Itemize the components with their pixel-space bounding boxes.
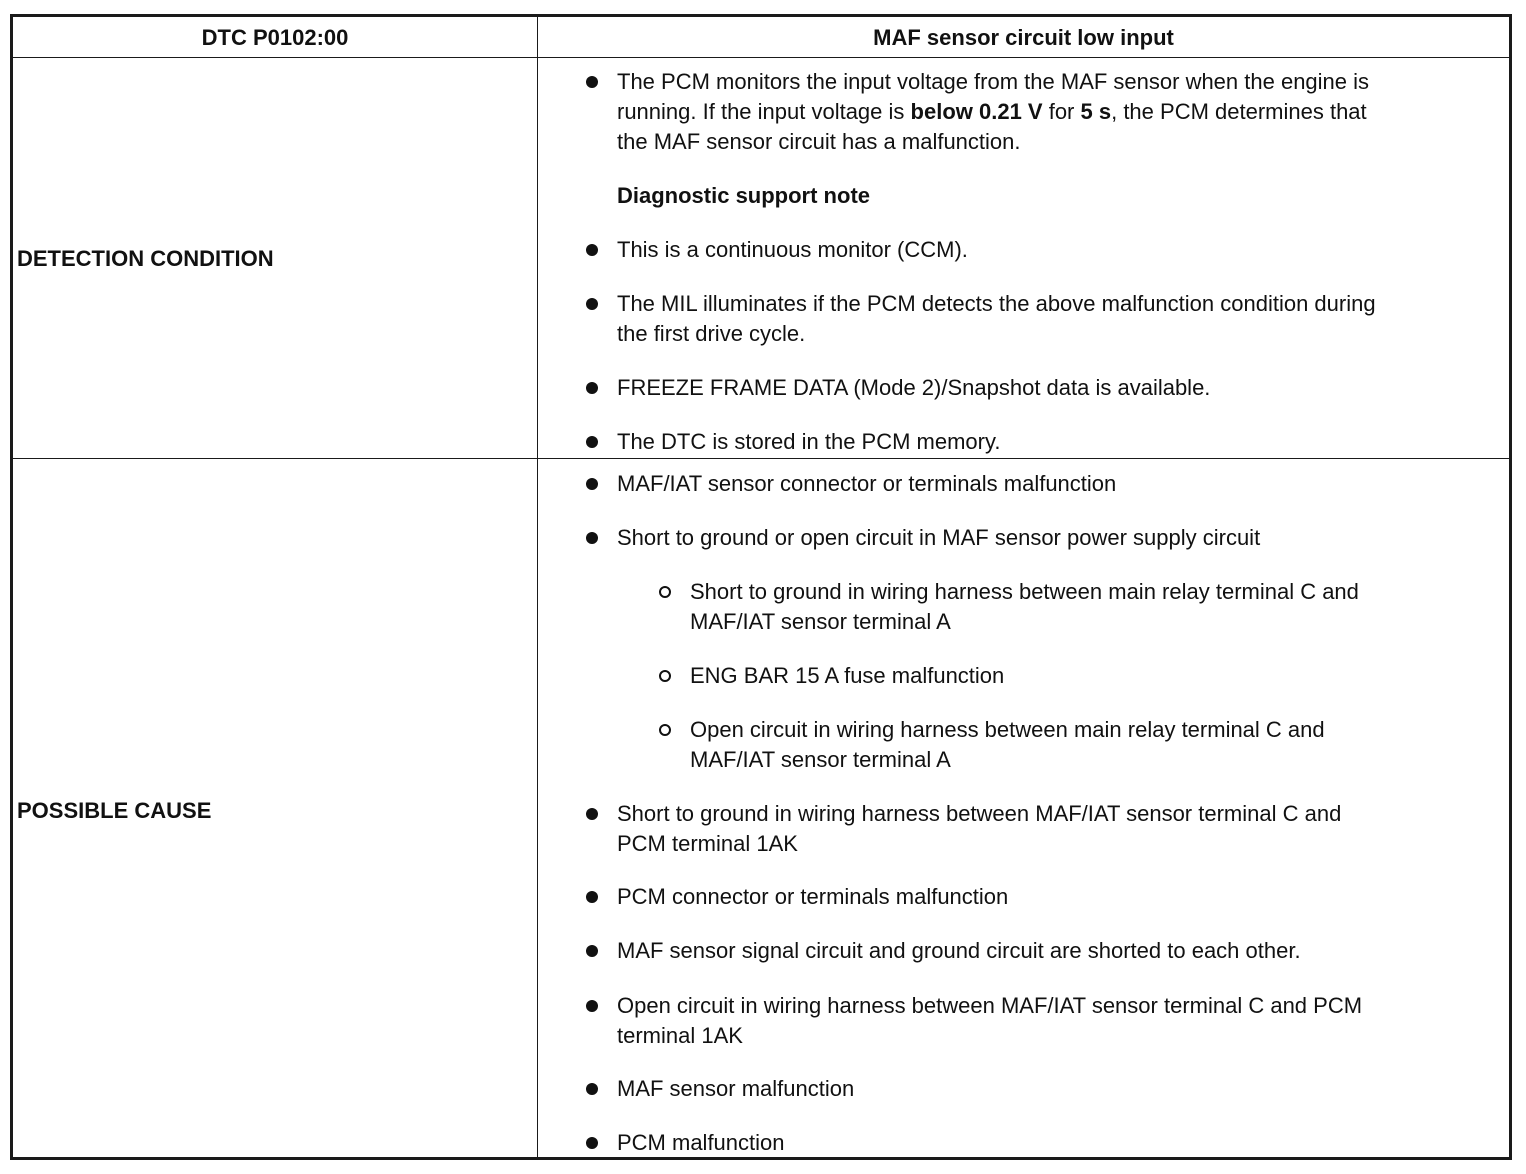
bullet-icon [586, 532, 598, 544]
cause-sub-item-2: ENG BAR 15 A fuse malfunction [690, 663, 1005, 688]
cause-sub-item-1-line-2: MAF/IAT sensor terminal A [690, 609, 951, 634]
sub-bullet-icon [659, 670, 671, 682]
detection-item-2: This is a continuous monitor (CCM). [617, 237, 968, 262]
detection-condition-label: DETECTION CONDITION [17, 246, 274, 271]
diagnostic-support-note-heading: Diagnostic support note [617, 183, 870, 208]
detection-item-4: FREEZE FRAME DATA (Mode 2)/Snapshot data is available. [617, 375, 1211, 400]
cause-item-3-line-2: PCM terminal 1AK [617, 831, 798, 856]
bullet-icon [586, 478, 598, 490]
cause-sub-item-3-line-1: Open circuit in wiring harness between main relay terminal C and [690, 717, 1325, 742]
column-divider [537, 17, 538, 1157]
bullet-icon [586, 298, 598, 310]
sub-bullet-icon [659, 586, 671, 598]
bullet-icon [586, 382, 598, 394]
cause-sub-item-3-line-2: MAF/IAT sensor terminal A [690, 747, 951, 772]
detection-item-5: The DTC is stored in the PCM memory. [617, 429, 1001, 454]
row-divider [13, 458, 1509, 459]
dtc-table [10, 14, 1512, 1160]
dtc-code-header: DTC P0102:00 [201, 25, 349, 50]
bullet-icon [586, 945, 598, 957]
bullet-icon [586, 76, 598, 88]
cause-item-2: Short to ground or open circuit in MAF sensor power supply circuit [617, 525, 1261, 550]
cause-item-6-line-1: Open circuit in wiring harness between MAF/IAT sensor terminal C and PCM [617, 993, 1363, 1018]
header-divider [13, 57, 1509, 58]
cause-item-8: PCM malfunction [617, 1130, 785, 1155]
cause-item-5: MAF sensor signal circuit and ground circuit are shorted to each other. [617, 938, 1301, 963]
cause-sub-item-1-line-1: Short to ground in wiring harness between main relay terminal C and [690, 579, 1359, 604]
bullet-icon [586, 891, 598, 903]
cause-item-4: PCM connector or terminals malfunction [617, 884, 1009, 909]
cause-item-1: MAF/IAT sensor connector or terminals malfunction [617, 471, 1117, 496]
bullet-icon [586, 244, 598, 256]
cause-item-6-line-2: terminal 1AK [617, 1023, 743, 1048]
detection-item-3-line-1: The MIL illuminates if the PCM detects the above malfunction condition during [617, 291, 1376, 316]
detection-item-3-line-2: the first drive cycle. [617, 321, 806, 346]
detection-item-1-line-3: the MAF sensor circuit has a malfunction. [617, 129, 1021, 154]
cause-item-3-line-1: Short to ground in wiring harness between MAF/IAT sensor terminal C and [617, 801, 1342, 826]
possible-cause-label: POSSIBLE CAUSE [17, 798, 212, 823]
cause-item-7: MAF sensor malfunction [617, 1076, 855, 1101]
bullet-icon [586, 1083, 598, 1095]
dtc-title-header: MAF sensor circuit low input [873, 25, 1174, 50]
sub-bullet-icon [659, 724, 671, 736]
detection-item-1-line-2: running. If the input voltage is below 0.21 V for 5 s, the PCM determines that [617, 99, 1367, 124]
bullet-icon [586, 1000, 598, 1012]
bullet-icon [586, 1137, 598, 1149]
bullet-icon [586, 808, 598, 820]
detection-item-1-line-1: The PCM monitors the input voltage from the MAF sensor when the engine is [617, 69, 1370, 94]
bullet-icon [586, 436, 598, 448]
